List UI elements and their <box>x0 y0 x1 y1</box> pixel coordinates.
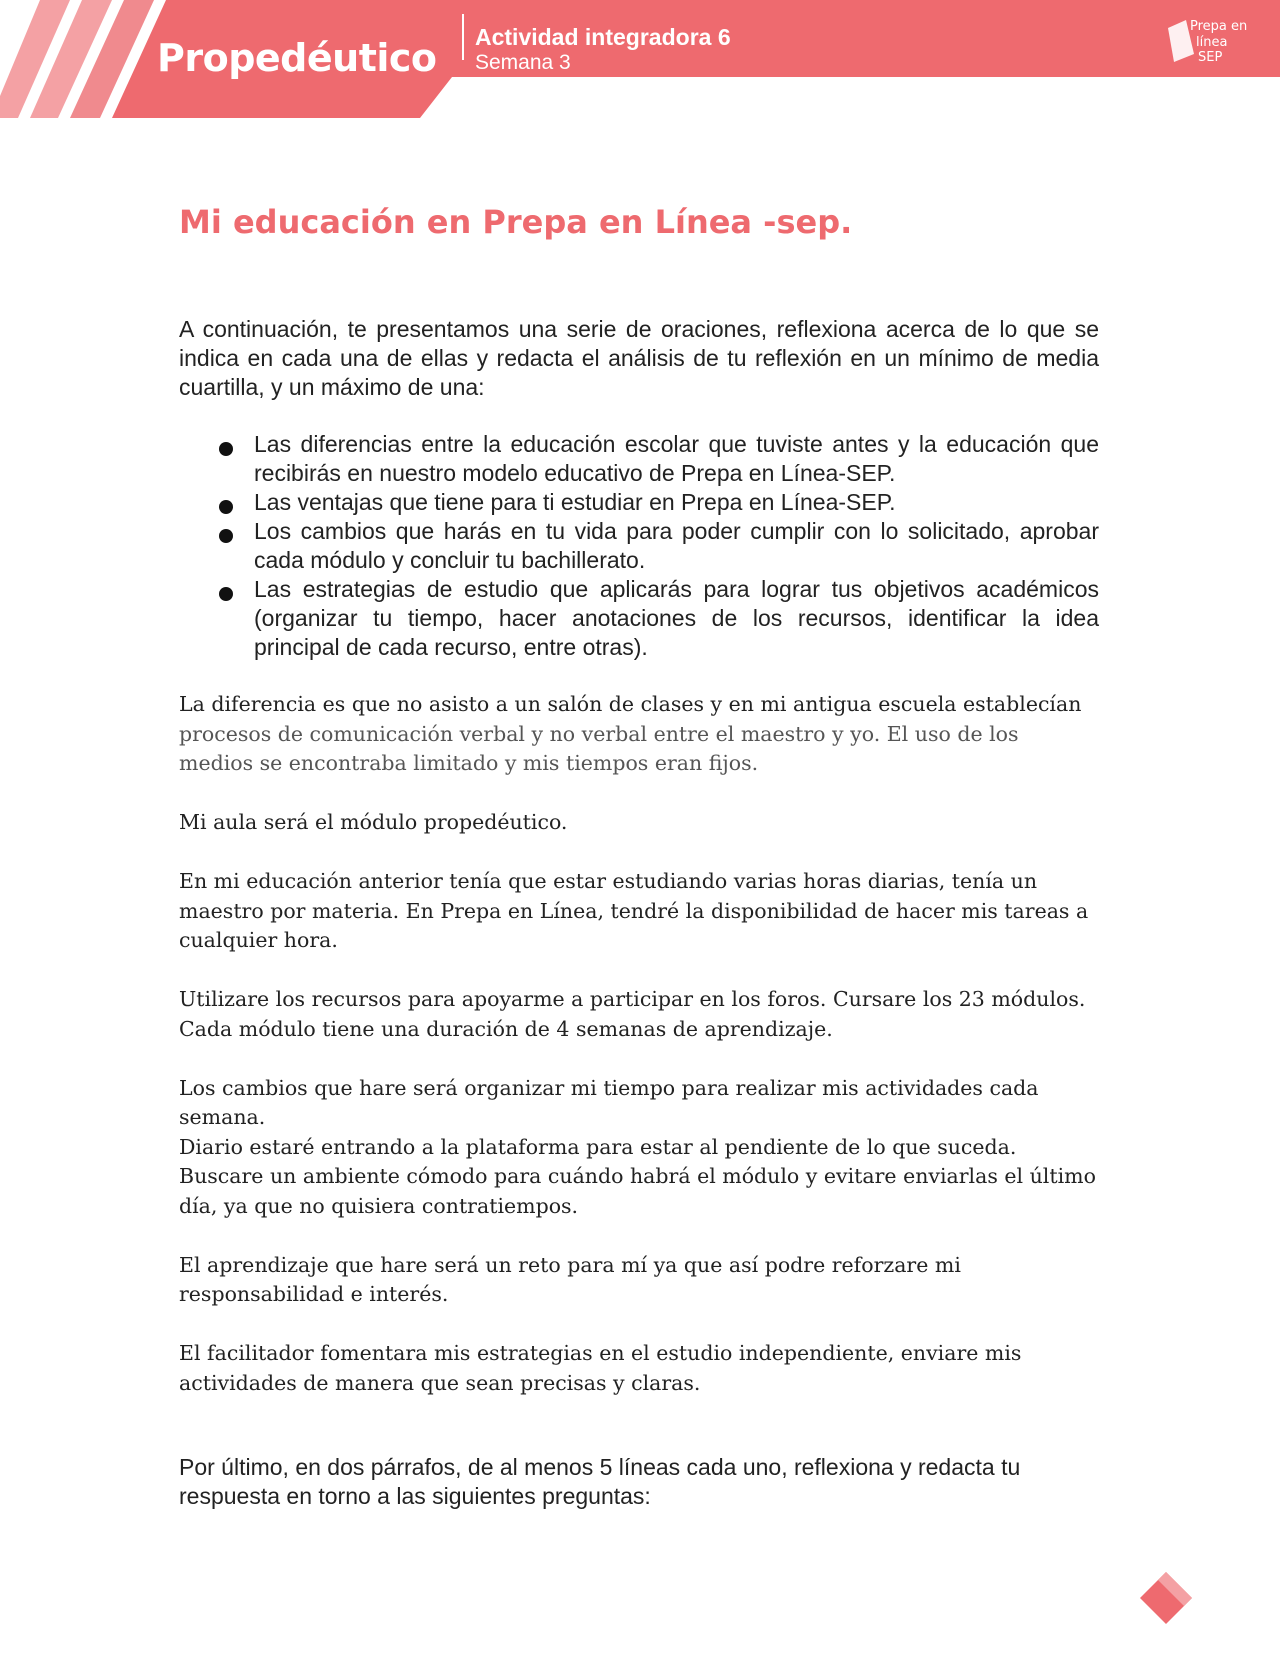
intro-paragraph: A continuación, te presentamos una serie de oraciones, reflexiona acerca de lo que se indica en cada una de ellas y redacta el análisis de tu reflexión en un mínimo de media cuartilla, y un máximo de una: <box>179 316 1099 400</box>
activity-week: Semana 3 <box>475 51 571 74</box>
list-item <box>217 575 1099 662</box>
answer-paragraph-5 <box>179 1074 1099 1222</box>
document-title: Mi educación en Prepa en Línea -sep. <box>179 203 853 241</box>
answer-paragraph-7: El facilitador fomentara mis estrategias en el estudio independiente, enviare mis actividades de manera que sean precisas y claras. <box>179 1341 1022 1395</box>
answer-paragraph-1 <box>179 690 1099 779</box>
list-item <box>217 517 1099 575</box>
brand-title: Propedéutico <box>157 36 437 80</box>
answer-5-line-2: Diario estaré entrando a la plataforma para estar al pendiente de lo que suceda. <box>179 1134 1017 1159</box>
prepa-en-linea-logo <box>1164 14 1248 68</box>
logo-line-1: Prepa en <box>1190 19 1248 34</box>
list-item-text: Las estrategias de estudio que aplicarás para lograr tus objetivos académicos (organizar tu tiempo, hacer anotaciones de los recursos, identificar la idea principal de cada recurso, entre otras). <box>254 576 1099 660</box>
answer-1-line-1: La diferencia es que no asisto a un salón de clases y en mi antigua escuela establecían <box>179 692 1082 716</box>
corner-diamond-icon <box>1140 1572 1192 1624</box>
answer-paragraph-3: En mi educación anterior tenía que estar estudiando varias horas diarias, tenía un maestro por materia. En Prepa en Línea, tendré la disponibilidad de hacer mis tareas a cualquier hora. <box>179 869 1089 952</box>
list-item-text: Los cambios que harás en tu vida para poder cumplir con lo solicitado, aprobar cada módulo y concluir tu bachillerato. <box>254 518 1099 573</box>
bullet-icon <box>219 529 233 543</box>
answer-paragraph-6: El aprendizaje que hare será un reto para mí ya que así podre reforzare mi responsabilidad e interés. <box>179 1252 961 1306</box>
answer-paragraph-2: Mi aula será el módulo propedéutico. <box>179 810 568 834</box>
list-item <box>217 488 1099 517</box>
bullet-icon <box>219 587 233 601</box>
list-item-text: Las ventajas que tiene para ti estudiar en Prepa en Línea-SEP. <box>254 489 896 515</box>
activity-title: Actividad integradora 6 <box>475 24 731 50</box>
list-item <box>217 430 1099 488</box>
answer-1-rest: procesos de comunicación verbal y no verbal entre el maestro y yo. El uso de los medios se encontraba limitado y mis tiempos eran fijos. <box>179 721 1019 775</box>
logo-line-2: línea <box>1196 35 1228 50</box>
bullet-icon <box>219 500 233 514</box>
instruction-list <box>217 430 1099 662</box>
student-answers <box>179 690 1099 1428</box>
bullet-icon <box>219 442 233 456</box>
answer-5-line-3: Buscare un ambiente cómodo para cuándo habrá el módulo y evitare enviarlas el último día, ya que no quisiera contratiempos. <box>179 1164 1096 1218</box>
list-item-text: Las diferencias entre la educación escolar que tuviste antes y la educación que recibirás en nuestro modelo educativo de Prepa en Línea-SEP. <box>254 431 1099 486</box>
logo-line-3: SEP <box>1198 50 1223 65</box>
header-divider <box>462 14 464 60</box>
closing-paragraph: Por último, en dos párrafos, de al menos 5 líneas cada uno, reflexiona y redacta tu respuesta en torno a las siguientes preguntas: <box>179 1454 1021 1509</box>
answer-paragraph-4: Utilizare los recursos para apoyarme a participar en los foros. Cursare los 23 módulos. Cada módulo tiene una duración de 4 semanas de aprendizaje. <box>179 987 1086 1041</box>
answer-5-line-1: Los cambios que hare será organizar mi tiempo para realizar mis actividades cada semana. <box>179 1075 1039 1129</box>
